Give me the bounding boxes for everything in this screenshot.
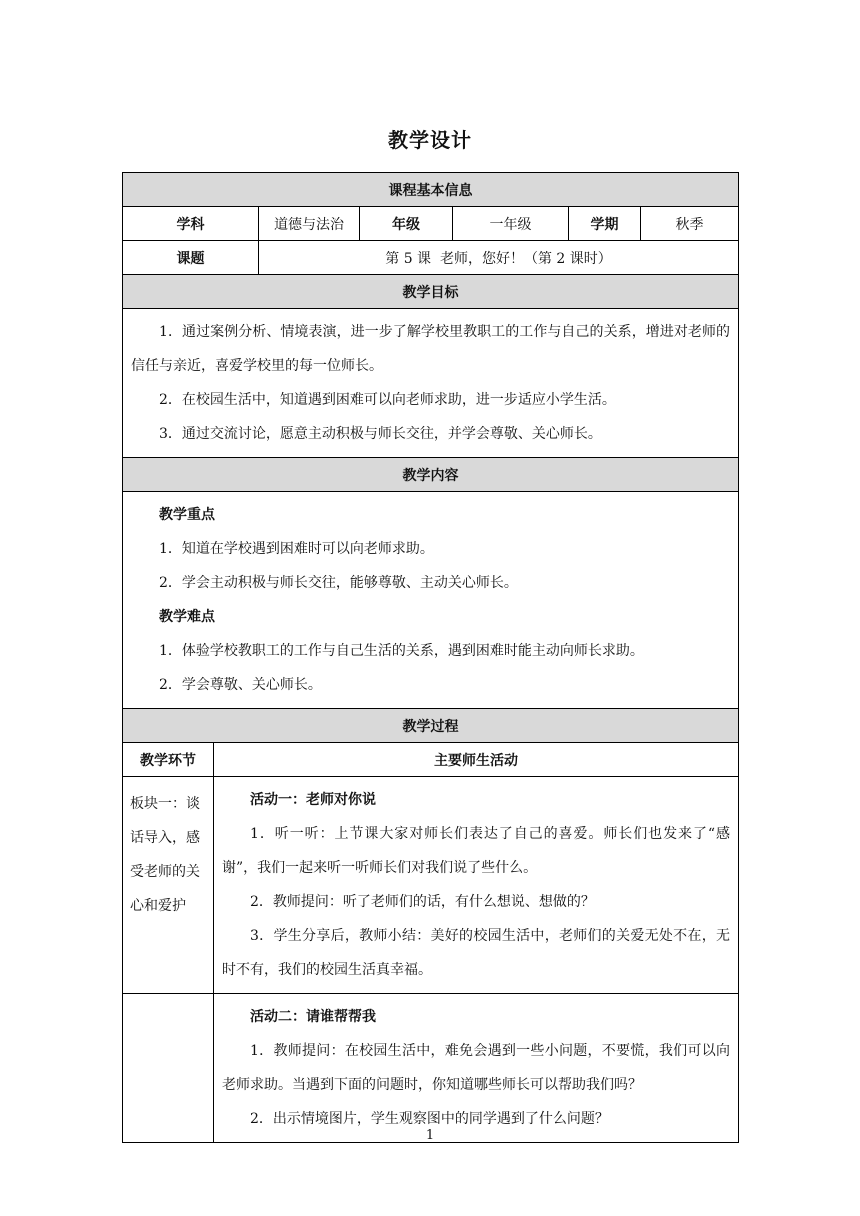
objective-item: 2．在校园生活中，知道遇到困难可以向老师求助，进一步适应小学生活。 bbox=[159, 392, 616, 408]
topic-label: 课题 bbox=[123, 241, 259, 275]
stage-one-name: 板块一：谈话导入，感受老师的关心和爱护 bbox=[123, 777, 214, 994]
grade-label: 年级 bbox=[360, 207, 453, 241]
stage-one-activities bbox=[214, 777, 739, 994]
activity-column-header: 主要师生活动 bbox=[214, 743, 739, 777]
difficult-point-item: 1．体验学校教职工的工作与自己生活的关系，遇到困难时能主动向师长求助。 bbox=[159, 643, 644, 659]
grade-value: 一年级 bbox=[453, 207, 569, 241]
difficult-points-heading: 教学难点 bbox=[159, 609, 215, 625]
activity-two-title: 活动二：请谁帮帮我 bbox=[250, 1009, 376, 1025]
activity-two-item: 2．出示情境图片，学生观察图中的同学遇到了什么问题？ bbox=[250, 1111, 609, 1127]
term-label: 学期 bbox=[569, 207, 641, 241]
objective-item: 1．通过案例分析、情境表演，进一步了解学校里教职工的工作与自己的关系，增进对老师的信任与亲近，喜爱学校里的每一位师长。 bbox=[131, 324, 731, 374]
activity-one-title: 活动一：老师对你说 bbox=[250, 792, 376, 808]
document-title: 教学设计 bbox=[388, 128, 472, 152]
activity-two-item: 1．教师提问：在校园生活中，难免会遇到一些小问题，不要慌，我们可以向老师求助。当遇到下面的问题时，你知道哪些师长可以帮助我们吗？ bbox=[222, 1043, 731, 1093]
stage-two-name bbox=[123, 994, 214, 1143]
topic-value: 第 5 课 老师，您好！（第 2 课时） bbox=[259, 241, 739, 275]
section-process: 教学过程 bbox=[123, 709, 739, 743]
section-basic-info: 课程基本信息 bbox=[123, 173, 739, 207]
lesson-plan-table bbox=[122, 172, 739, 1143]
section-content: 教学内容 bbox=[123, 458, 739, 492]
activity-one-item: 3．学生分享后，教师小结：美好的校园生活中，老师们的关爱无处不在，无时不有，我们的校园生活真幸福。 bbox=[222, 928, 731, 978]
activity-one-item: 2．教师提问：听了老师们的话，有什么想说、想做的？ bbox=[250, 894, 595, 910]
page-number: 1 bbox=[425, 1128, 435, 1143]
activity-one-item: 1．听一听：上节课大家对师长们表达了自己的喜爱。师长们也发来了“感谢”，我们一起来听一听师长们对我们说了些什么。 bbox=[222, 826, 731, 876]
objectives-cell bbox=[123, 309, 739, 458]
section-objectives: 教学目标 bbox=[123, 275, 739, 309]
subject-value: 道德与法治 bbox=[259, 207, 360, 241]
stage-column-header: 教学环节 bbox=[123, 743, 214, 777]
difficult-point-item: 2．学会尊敬、关心师长。 bbox=[159, 677, 322, 693]
objective-item: 3．通过交流讨论，愿意主动积极与师长交往，并学会尊敬、关心师长。 bbox=[159, 426, 602, 442]
term-value: 秋季 bbox=[641, 207, 739, 241]
key-points-heading: 教学重点 bbox=[159, 507, 215, 523]
key-point-item: 2．学会主动积极与师长交往，能够尊敬、主动关心师长。 bbox=[159, 575, 518, 591]
content-cell bbox=[123, 492, 739, 709]
key-point-item: 1．知道在学校遇到困难时可以向老师求助。 bbox=[159, 541, 434, 557]
stage-two-activities bbox=[214, 994, 739, 1143]
subject-label: 学科 bbox=[123, 207, 259, 241]
